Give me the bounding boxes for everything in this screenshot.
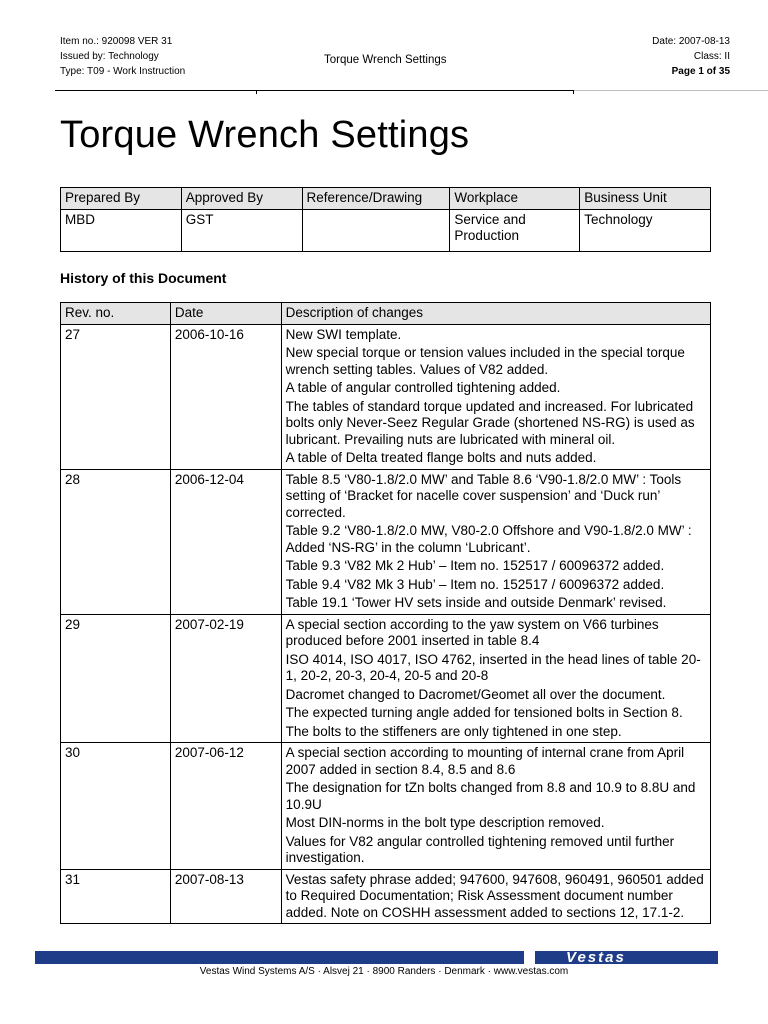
change-item: Dacromet changed to Dacromet/Geomet all over the document. (285, 686, 666, 702)
document-type: Type: T09 - Work Instruction (60, 66, 186, 77)
change-item: Values for V82 angular controlled tightening removed until further investigation. (285, 833, 675, 865)
reference-drawing-header: Reference/Drawing (302, 188, 450, 210)
change-item: Table 8.5 ‘V80-1.8/2.0 MW’ and Table 8.6 ‘V90-1.8/2.0 MW’ : Tools setting of ‘Bracket for nacelle cover suspension’ and ‘Duck run’ corrected. (285, 471, 682, 520)
info-header-row (61, 188, 711, 210)
change-item: The bolts to the stiffeners are only tightened in one step. (285, 723, 622, 739)
table-row (61, 869, 711, 924)
change-item: A special section according to the yaw system on V66 turbines produced before 2001 inserted in table 8.4 (285, 616, 659, 648)
history-heading: History of this Document (60, 270, 227, 286)
rev-no-cell: 27 (61, 324, 171, 469)
rev-no-cell: 31 (61, 869, 171, 924)
workplace-header: Workplace (450, 188, 580, 210)
description-header: Description of changes (281, 303, 710, 325)
table-row (61, 469, 711, 614)
change-item: Vestas safety phrase added; 947600, 947608, 960491, 960501 added to Required Documentation; Risk Assessment document number added. Note on COSHH assessment added to sections 12, 17.1-2. (285, 871, 704, 920)
header-tick-left (256, 90, 257, 94)
change-item: A table of Delta treated flange bolts and nuts added. (285, 450, 597, 465)
header-left (60, 34, 185, 79)
rev-no-cell: 28 (61, 469, 171, 614)
history-header-row (61, 303, 711, 325)
description-cell (281, 869, 710, 924)
footer-bar (35, 951, 524, 964)
page-number: Page 1 of 35 (671, 66, 730, 77)
change-item: New SWI template. (285, 326, 402, 342)
rev-no-header: Rev. no. (61, 303, 171, 325)
change-item: A table of angular controlled tightening added. (285, 380, 561, 395)
approved-by-value: GST (181, 209, 302, 251)
header-title: Torque Wrench Settings (324, 54, 447, 66)
change-item: Table 19.1 ‘Tower HV sets inside and outside Denmark’ revised. (285, 595, 667, 610)
page-header (60, 34, 730, 92)
footer-address: Vestas Wind Systems A/S · Alsvej 21 · 8900 Randers · Denmark · www.vestas.com (199, 966, 569, 977)
change-item: The designation for tZn bolts changed from 8.8 and 10.9 to 8.8U and 10.9U (285, 780, 696, 812)
description-cell (281, 614, 710, 743)
change-item: The expected turning angle added for tensioned bolts in Section 8. (285, 705, 683, 720)
description-cell (281, 469, 710, 614)
rev-no-cell: 30 (61, 743, 171, 870)
rev-no-cell: 29 (61, 614, 171, 743)
info-value-row (61, 209, 711, 251)
date-cell: 2007-02-19 (170, 614, 281, 743)
change-item: ISO 4014, ISO 4017, ISO 4762, inserted in the head lines of table 20-1, 20-2, 20-3, 20-4, 20-5 and 20-8 (285, 651, 701, 683)
change-item: Table 9.3 ‘V82 Mk 2 Hub’ – Item no. 152517 / 60096372 added. (285, 558, 665, 573)
change-item: A special section according to mounting of internal crane from April 2007 added in section 8.4, 8.5 and 8.6 (285, 745, 685, 777)
header-rule-right (574, 90, 768, 91)
prepared-by-header: Prepared By (61, 188, 182, 210)
business-unit-header: Business Unit (580, 188, 711, 210)
description-cell (281, 324, 710, 469)
date-cell: 2007-08-13 (170, 869, 281, 924)
date-header: Date (170, 303, 281, 325)
workplace-value: Service and Production (450, 209, 580, 251)
header-tick-right (573, 90, 574, 94)
document-info-table (60, 187, 711, 252)
document-class: Class: II (693, 51, 730, 62)
business-unit-value: Technology (580, 209, 711, 251)
document-date: Date: 2007-08-13 (652, 36, 730, 47)
change-item: Table 9.4 ‘V82 Mk 3 Hub’ – Item no. 152517 / 60096372 added. (285, 576, 665, 592)
history-table (60, 302, 711, 924)
reference-drawing-value (302, 209, 450, 251)
change-item: Most DIN-norms in the bolt type description removed. (285, 815, 605, 830)
vestas-logo (562, 946, 662, 968)
date-cell: 2006-10-16 (170, 324, 281, 469)
item-number: Item no.: 920098 VER 31 (60, 36, 173, 47)
change-item: New special torque or tension values included in the special torque wrench setting tables. Values of V82 added. (285, 345, 685, 377)
table-row (61, 614, 711, 743)
prepared-by-value: MBD (61, 209, 182, 251)
page-title: Torque Wrench Settings (60, 114, 470, 156)
change-item: Table 9.2 ‘V80-1.8/2.0 MW, V80-2.0 Offshore and V90-1.8/2.0 MW’ : Added ‘NS-RG’ in the column ‘Lubricant’. (285, 523, 692, 555)
table-row (61, 324, 711, 469)
change-item: The tables of standard torque updated and increased. For lubricated bolts only Never-Seez Regular Grade (shortened NS-RG) is used as lubricant. Prevailing nuts are lubricated with mineral oil. (285, 398, 695, 447)
issued-by: Issued by: Technology (60, 51, 159, 62)
approved-by-header: Approved By (181, 188, 302, 210)
table-row (61, 743, 711, 870)
date-cell: 2007-06-12 (170, 743, 281, 870)
vestas-logo-text: Vestas (566, 949, 626, 966)
header-right (652, 34, 730, 79)
description-cell (281, 743, 710, 870)
date-cell: 2006-12-04 (170, 469, 281, 614)
